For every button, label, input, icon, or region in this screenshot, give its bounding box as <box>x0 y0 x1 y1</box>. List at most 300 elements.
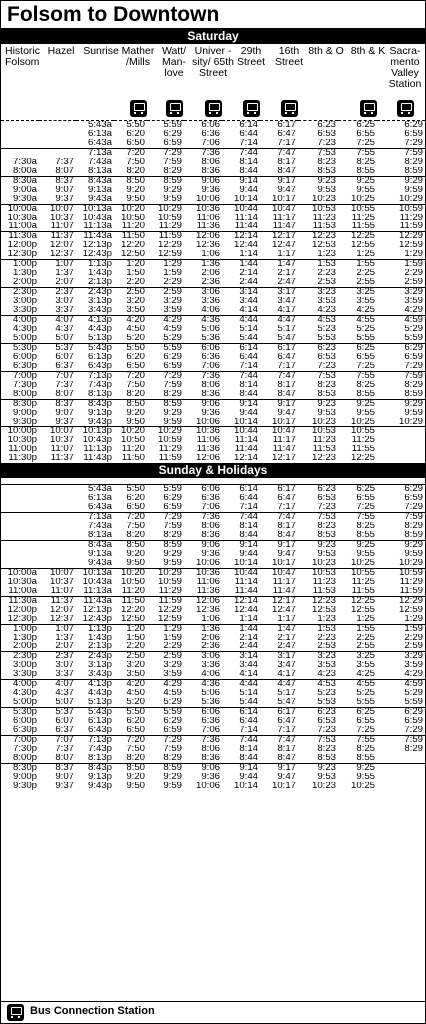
time-cell: 9:29 <box>377 176 425 185</box>
time-cell: 12:37 <box>49 614 74 624</box>
time-cell: 10:36 <box>184 204 222 213</box>
time-cell: 4:59 <box>377 316 425 325</box>
time-cell: 6:59 <box>163 138 182 148</box>
time-cell: 7:55 <box>338 513 377 522</box>
time-cell: 12:14 <box>233 454 258 464</box>
time-cell: 10:06 <box>195 194 220 204</box>
time-cell: 7:29 <box>147 736 184 745</box>
time-cell: 3:50 <box>126 670 145 680</box>
time-cell: 8:20 <box>126 166 145 176</box>
time-cell: 2:43p <box>76 652 114 661</box>
time-cell: 9:36 <box>201 185 220 195</box>
time-cell: 1:13p <box>76 260 114 269</box>
time-cell: 7:59 <box>377 148 425 157</box>
time-cell: 6:47 <box>277 129 296 139</box>
time-cell: 12:29 <box>377 596 425 605</box>
time-cell: 5:20 <box>126 333 145 343</box>
time-cell: 1:14 <box>239 250 258 260</box>
time-cell: 6:59 <box>163 726 182 736</box>
time-cell: 6:13p <box>87 717 112 727</box>
table-row <box>1 204 425 213</box>
time-cell: 9:30p <box>12 781 37 791</box>
time-cell: 12:25 <box>338 596 377 605</box>
time-cell: 3:53 <box>317 661 336 671</box>
column-header: 8th & K <box>350 45 386 57</box>
time-cell: 5:47 <box>277 698 296 708</box>
time-cell: 5:59 <box>404 333 423 343</box>
time-cell: 8:17 <box>277 380 296 390</box>
time-cell: 6:23 <box>298 485 338 494</box>
time-cell: 9:20 <box>126 772 145 782</box>
time-cell: 10:29 <box>398 417 423 427</box>
time-cell: 1:23 <box>317 250 336 260</box>
table-row <box>1 661 425 670</box>
time-cell: 6:29 <box>163 494 182 504</box>
time-cell <box>39 522 76 531</box>
time-cell: 12:59 <box>398 605 423 615</box>
time-cell: 9:23 <box>298 763 338 772</box>
time-cell: 2:30p <box>1 288 39 297</box>
table-row <box>1 371 425 380</box>
time-cell: 11:53 <box>312 586 336 596</box>
time-cell: 6:17 <box>260 343 298 352</box>
time-cell: 5:14 <box>239 324 258 334</box>
time-cell: 9:13a <box>87 185 112 195</box>
time-cell: 12:55 <box>350 605 375 615</box>
time-cell: 8:47 <box>277 166 296 176</box>
time-cell <box>1 139 39 148</box>
time-cell: 1:29 <box>404 250 423 260</box>
time-cell: 2:23 <box>317 633 336 643</box>
time-cell: 11:13a <box>83 586 112 596</box>
time-cell: 12:07 <box>49 241 74 251</box>
time-cell: 12:07 <box>49 605 74 615</box>
time-cell: 12:50 <box>120 250 145 260</box>
time-cell: 11:20 <box>121 222 145 232</box>
time-cell: 4:29 <box>404 306 423 316</box>
time-cell: 7:25 <box>356 726 375 736</box>
time-cell: 3:20 <box>126 297 145 307</box>
table-row <box>1 615 425 624</box>
table-row <box>1 316 425 325</box>
table-row <box>1 427 425 436</box>
time-cell: 9:47 <box>277 772 296 782</box>
table-row <box>1 763 425 772</box>
time-cell: 9:37 <box>55 781 74 791</box>
time-cell: 7:13a <box>76 513 114 522</box>
time-cell: 11:47 <box>272 222 296 232</box>
time-cell: 7:30a <box>12 157 37 167</box>
time-cell: 12:30p <box>7 614 37 624</box>
time-cell: 10:55 <box>338 568 377 577</box>
time-cell: 10:14 <box>233 558 258 568</box>
time-cell: 5:53 <box>317 333 336 343</box>
time-cell: 8:43p <box>76 399 114 408</box>
time-cell: 6:06 <box>184 708 222 717</box>
time-cell: 1:53 <box>298 624 338 633</box>
time-cell: 5:06 <box>201 689 220 699</box>
bus-icon <box>281 100 298 117</box>
time-cell: 12:50 <box>120 614 145 624</box>
time-cell: 1:37 <box>55 633 74 643</box>
time-cell: 8:47 <box>277 753 296 763</box>
time-cell: 9:47 <box>277 185 296 195</box>
time-cell <box>1 531 39 540</box>
bus-icon <box>130 100 147 117</box>
time-cell: 11:36 <box>196 445 220 455</box>
time-cell: 5:06 <box>201 324 220 334</box>
time-cell: 4:23 <box>317 670 336 680</box>
time-cell: 2:13p <box>87 642 112 652</box>
time-cell: 12:53 <box>311 605 336 615</box>
column-header: Univer -sity/ 65th Street <box>191 45 235 79</box>
time-cell: 6:07 <box>55 717 74 727</box>
table-row <box>1 634 425 643</box>
time-cell: 12:23 <box>311 454 336 464</box>
time-cell: 9:14 <box>222 176 260 185</box>
table-row <box>1 445 425 454</box>
time-cell: 8:20 <box>126 753 145 763</box>
time-cell: 11:59 <box>158 454 182 464</box>
time-cell: 9:43a <box>87 194 112 204</box>
time-cell: 3:00p <box>12 297 37 307</box>
time-cell: 7:23 <box>317 361 336 371</box>
table-row <box>1 485 425 494</box>
time-cell: 2:25 <box>356 633 375 643</box>
time-cell: 2:17 <box>277 269 296 279</box>
time-cell: 9:20 <box>126 549 145 559</box>
time-cell: 8:37 <box>39 176 76 185</box>
time-cell: 2:55 <box>356 642 375 652</box>
time-cell: 8:25 <box>356 157 375 167</box>
table-row <box>1 306 425 315</box>
time-cell: 7:14 <box>239 726 258 736</box>
time-cell: 11:29 <box>158 222 182 232</box>
time-cell: 6:37 <box>55 726 74 736</box>
time-cell: 3:07 <box>55 661 74 671</box>
time-cell: 5:37 <box>39 708 76 717</box>
time-cell: 7:17 <box>277 138 296 148</box>
time-cell: 6:44 <box>239 129 258 139</box>
time-cell: 6:13p <box>87 352 112 362</box>
time-cell: 3:06 <box>184 652 222 661</box>
time-cell: 2:59 <box>404 278 423 288</box>
time-cell: 3:13p <box>87 661 112 671</box>
time-cell: 9:50 <box>126 781 145 791</box>
time-cell: 10:25 <box>350 417 375 427</box>
time-cell: 9:30p <box>12 417 37 427</box>
time-cell: 10:53 <box>298 568 338 577</box>
time-cell: 2:50 <box>114 288 147 297</box>
time-cell <box>377 763 425 772</box>
time-cell: 8:43p <box>76 763 114 772</box>
time-cell: 1:29 <box>147 624 184 633</box>
time-cell: 3:59 <box>163 306 182 316</box>
time-cell: 5:53 <box>317 698 336 708</box>
time-cell: 2:13p <box>87 278 112 288</box>
time-cell: 8:36 <box>201 389 220 399</box>
time-cell: 12:14 <box>222 232 260 241</box>
time-cell: 7:23 <box>317 138 336 148</box>
time-cell: 3:25 <box>338 288 377 297</box>
time-cell: 7:20 <box>114 736 147 745</box>
time-cell: 6:29 <box>163 717 182 727</box>
time-cell: 9:07 <box>55 408 74 418</box>
time-cell: 9:36 <box>201 772 220 782</box>
time-cell: 7:29 <box>404 361 423 371</box>
time-cell <box>39 540 76 549</box>
time-cell: 1:43p <box>87 269 112 279</box>
time-cell: 7:44 <box>222 513 260 522</box>
time-cell: 8:06 <box>201 744 220 754</box>
time-cell: 6:25 <box>338 121 377 130</box>
time-cell: 2:14 <box>239 269 258 279</box>
column-header: Sunrise <box>83 45 119 57</box>
time-cell: 3:36 <box>201 661 220 671</box>
time-cell: 10:14 <box>233 781 258 791</box>
time-cell: 10:20 <box>114 204 147 213</box>
time-cell: 7:55 <box>338 736 377 745</box>
time-cell <box>1 559 39 568</box>
time-cell: 10:07 <box>39 568 76 577</box>
time-cell: 6:53 <box>317 352 336 362</box>
time-cell: 3:17 <box>260 652 298 661</box>
time-cell: 8:30p <box>1 763 39 772</box>
time-cell: 3:13p <box>87 297 112 307</box>
time-cell: 7:53 <box>298 513 338 522</box>
time-cell: 9:20 <box>126 185 145 195</box>
time-cell: 4:13p <box>76 680 114 689</box>
time-cell: 2:44 <box>239 278 258 288</box>
time-cell: 9:14 <box>222 540 260 549</box>
time-cell: 1:36 <box>184 624 222 633</box>
time-cell: 6:53 <box>317 129 336 139</box>
time-cell: 2:44 <box>239 642 258 652</box>
time-cell: 4:29 <box>147 680 184 689</box>
time-cell: 7:50 <box>126 744 145 754</box>
table-row <box>1 642 425 651</box>
section-header: Sunday & Holidays <box>1 463 425 478</box>
time-cell: 7:30p <box>12 380 37 390</box>
time-cell: 10:53 <box>298 427 338 436</box>
time-cell: 6:59 <box>404 129 423 139</box>
time-cell: 10:36 <box>184 427 222 436</box>
time-cell: 8:59 <box>147 176 184 185</box>
time-cell: 5:55 <box>356 698 375 708</box>
time-cell: 6:06 <box>184 343 222 352</box>
time-cell: 9:23 <box>298 176 338 185</box>
time-cell: 7:00p <box>1 371 39 380</box>
time-cell: 9:50 <box>126 558 145 568</box>
time-cell: 6:50 <box>126 726 145 736</box>
time-cell: 12:00p <box>7 241 37 251</box>
time-cell: 3:29 <box>377 652 425 661</box>
time-cell: 9:17 <box>260 763 298 772</box>
time-cell: 11:20 <box>121 586 145 596</box>
table-row <box>1 745 425 754</box>
time-cell: 5:25 <box>356 324 375 334</box>
time-cell: 3:14 <box>222 288 260 297</box>
time-cell: 2:37 <box>39 288 76 297</box>
time-cell: 4:29 <box>147 316 184 325</box>
time-cell: 6:20 <box>126 717 145 727</box>
time-cell: 4:55 <box>338 680 377 689</box>
time-cell: 12:44 <box>233 241 258 251</box>
time-cell: 1:13p <box>76 624 114 633</box>
time-cell: 12:17 <box>271 454 296 464</box>
time-cell: 10:00p <box>1 427 39 436</box>
table-row <box>1 139 425 148</box>
legend <box>1 1001 425 1023</box>
time-cell: 10:25 <box>350 194 375 204</box>
time-cell: 1:37 <box>55 269 74 279</box>
time-cell: 11:53 <box>312 445 336 455</box>
time-cell: 9:59 <box>404 185 423 195</box>
time-cell: 11:06 <box>196 436 220 446</box>
time-cell <box>39 531 76 540</box>
time-cell: 9:36 <box>201 408 220 418</box>
time-cell: 1:36 <box>184 260 222 269</box>
time-cell: 11:25 <box>351 436 375 446</box>
time-cell: 5:59 <box>147 708 184 717</box>
time-cell: 2:14 <box>239 633 258 643</box>
time-cell: 11:59 <box>399 586 423 596</box>
column-header: Hazel <box>47 45 75 57</box>
time-cell: 8:00p <box>12 389 37 399</box>
time-cell: 11:07 <box>50 445 74 455</box>
time-cell: 5:43a <box>76 485 114 494</box>
time-cell: 11:14 <box>234 436 258 446</box>
time-cell: 9:23 <box>298 399 338 408</box>
time-cell: 6:55 <box>356 717 375 727</box>
time-cell: 9:55 <box>356 772 375 782</box>
time-cell: 10:53 <box>298 204 338 213</box>
time-cell: 12:06 <box>195 454 220 464</box>
time-cell: 8:14 <box>239 522 258 532</box>
table-row <box>1 381 425 390</box>
time-cell <box>1 494 39 503</box>
time-cell: 4:00p <box>1 680 39 689</box>
time-cell: 8:13a <box>87 166 112 176</box>
time-cell: 9:13p <box>87 772 112 782</box>
time-cell: 12:06 <box>184 232 222 241</box>
time-cell: 5:50 <box>114 343 147 352</box>
time-cell: 8:23 <box>317 744 336 754</box>
time-cell: 8:50 <box>114 176 147 185</box>
time-cell: 12:13p <box>82 241 112 251</box>
time-cell: 12:17 <box>260 232 298 241</box>
time-cell: 2:29 <box>404 633 423 643</box>
time-cell: 10:47 <box>260 568 298 577</box>
time-cell: 1:25 <box>356 250 375 260</box>
time-cell: 6:59 <box>404 352 423 362</box>
time-cell: 8:36 <box>201 531 220 541</box>
time-cell <box>377 754 425 763</box>
time-cell: 10:44 <box>222 204 260 213</box>
time-cell <box>1 503 39 512</box>
time-cell: 11:29 <box>399 577 423 587</box>
time-cell: 10:06 <box>195 558 220 568</box>
table-row <box>1 454 425 463</box>
time-cell <box>1 522 39 531</box>
time-cell: 7:14 <box>239 138 258 148</box>
time-cell: 10:23 <box>311 417 336 427</box>
time-cell: 2:59 <box>404 642 423 652</box>
time-cell: 10:29 <box>398 194 423 204</box>
time-cell: 6:06 <box>184 485 222 494</box>
column-header: Mather /Mills <box>121 45 155 68</box>
table-row <box>1 278 425 287</box>
column-header: Sacra- mento Valley Station <box>388 45 422 90</box>
time-cell: 9:43a <box>87 558 112 568</box>
time-cell: 10:59 <box>377 568 425 577</box>
time-cell: 4:53 <box>298 680 338 689</box>
time-cell: 7:47 <box>260 148 298 157</box>
time-cell: 10:59 <box>377 204 425 213</box>
time-cell: 8:25 <box>356 380 375 390</box>
time-cell: 7:17 <box>277 503 296 513</box>
time-cell: 6:29 <box>163 129 182 139</box>
time-cell: 3:47 <box>277 661 296 671</box>
time-cell: 6:14 <box>222 343 260 352</box>
time-cell: 8:29 <box>163 166 182 176</box>
time-cell: 11:37 <box>39 596 76 605</box>
time-cell: 9:50 <box>126 417 145 427</box>
time-cell: 2:20 <box>126 278 145 288</box>
time-cell: 7:06 <box>201 138 220 148</box>
time-cell: 7:29 <box>404 138 423 148</box>
time-cell: 6:17 <box>260 121 298 130</box>
time-cell: 7:25 <box>356 503 375 513</box>
table-row <box>1 250 425 259</box>
time-cell: 5:07 <box>55 333 74 343</box>
time-cell: 8:29 <box>163 389 182 399</box>
time-cell: 8:37 <box>39 763 76 772</box>
time-cell: 5:59 <box>147 485 184 494</box>
bus-icon <box>397 100 414 117</box>
time-cell: 12:23 <box>298 596 338 605</box>
time-cell: 9:29 <box>377 399 425 408</box>
table-row <box>1 176 425 185</box>
time-cell: 4:47 <box>260 680 298 689</box>
time-cell: 6:55 <box>356 494 375 504</box>
time-cell: 9:14 <box>222 399 260 408</box>
time-cell: 10:29 <box>147 204 184 213</box>
time-cell: 4:25 <box>356 670 375 680</box>
time-cell: 6:44 <box>239 352 258 362</box>
time-cell: 10:50 <box>120 577 145 587</box>
time-cell: 3:23 <box>298 652 338 661</box>
time-cell: 4:37 <box>55 689 74 699</box>
time-cell: 8:06 <box>201 380 220 390</box>
time-cell: 2:29 <box>404 269 423 279</box>
time-cell: 5:29 <box>163 698 182 708</box>
time-cell: 7:14 <box>239 361 258 371</box>
table-row <box>1 241 425 250</box>
time-cell: 7:47 <box>260 371 298 380</box>
time-cell: 1:14 <box>239 614 258 624</box>
time-cell: 1:59 <box>377 260 425 269</box>
time-cell: 2:37 <box>39 652 76 661</box>
time-cell: 6:23 <box>298 121 338 130</box>
time-cell: 8:07 <box>55 389 74 399</box>
time-cell: 7:07 <box>39 371 76 380</box>
time-cell: 7:00p <box>1 736 39 745</box>
table-row <box>1 269 425 278</box>
time-cell: 12:53 <box>311 241 336 251</box>
time-cell: 4:14 <box>239 306 258 316</box>
time-cell: 7:50 <box>126 157 145 167</box>
